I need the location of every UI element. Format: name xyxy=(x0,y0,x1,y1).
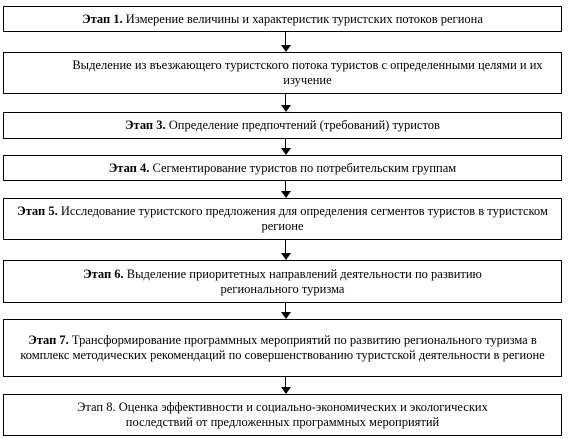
stage-5-label: Этап 5. xyxy=(17,204,58,218)
stage-5-description: Исследование туристского предложения для определения сегментов туристов в туристском регионе xyxy=(57,204,548,233)
stage-3-description: Определение предпочтений (требований) туристов xyxy=(165,118,440,132)
stage-2-description: Выделение из въезжающего туристского потока туристов с определенными целями и их изучение xyxy=(72,58,543,87)
stage-6-text xyxy=(44,267,521,297)
arrow-7-8 xyxy=(281,377,291,394)
arrow-2-3 xyxy=(281,94,291,112)
stage-3-label: Этап 3. xyxy=(125,118,166,132)
stage-7-label: Этап 7. xyxy=(28,333,69,347)
stage-8-box xyxy=(3,394,562,436)
stage-6-box xyxy=(3,260,562,303)
stage-2-text xyxy=(64,58,551,88)
stage-7-text xyxy=(16,333,549,363)
stage-6-description: Выделение приоритетных направлений деятельности по развитию регионального туризма xyxy=(123,266,482,296)
stage-4-box xyxy=(3,155,562,181)
stage-1-box xyxy=(3,6,562,32)
arrow-3-4 xyxy=(281,139,291,155)
stage-4-text xyxy=(109,161,456,176)
arrow-1-2 xyxy=(281,32,291,52)
stage-1-description: Измерение величины и характеристик туристских потоков региона xyxy=(122,11,483,26)
stage-4-label: Этап 4. xyxy=(108,160,150,175)
stage-4-description: Сегментирование туристов по потребительским группам xyxy=(149,160,457,175)
stage-6-label: Этап 6. xyxy=(83,266,124,281)
arrow-4-5 xyxy=(281,181,291,198)
stage-3-text xyxy=(125,118,440,133)
arrow-6-7 xyxy=(281,303,291,319)
stage-8-text xyxy=(44,400,521,430)
stage-8-description: Этап 8. Оценка эффективности и социально-экономических и экологических последствий от предложенных программных мероприятий xyxy=(77,400,488,429)
stage-2-box xyxy=(3,52,562,94)
stage-7-description: Трансформирование программных мероприятий по развитию регионального туризма в комплекс методических рекомендаций по совершенствованию туристской деятельности в регионе xyxy=(20,333,545,362)
stage-3-box xyxy=(3,112,562,139)
stage-1-label: Этап 1. xyxy=(82,11,123,26)
arrow-5-6 xyxy=(281,240,291,260)
stage-7-box xyxy=(3,319,562,377)
stage-5-box xyxy=(3,198,562,240)
stage-5-text xyxy=(10,204,555,234)
stage-1-text xyxy=(82,12,483,27)
